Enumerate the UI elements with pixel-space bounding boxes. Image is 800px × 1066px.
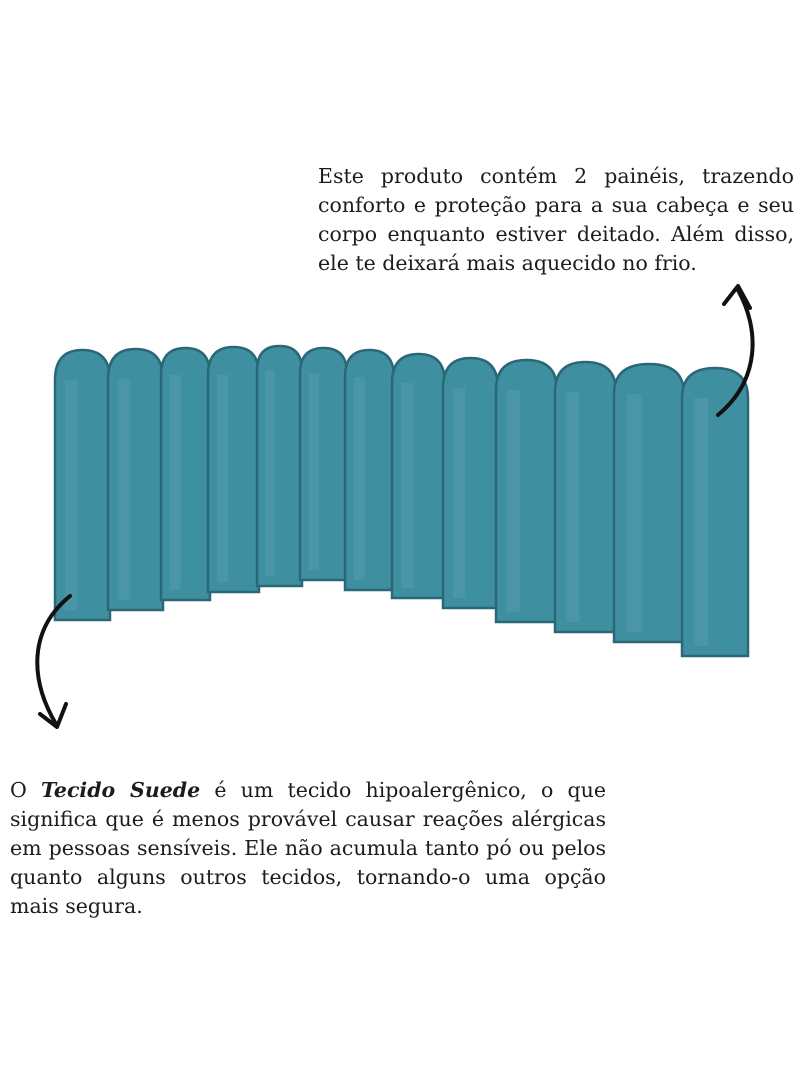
description-suffix: é um tecido hipoalergênico, o que significa que é menos provável causar reações alérgicas em pessoas sensíveis. Ele não acumula tanto pó ou pelos quanto alguns outros tecidos, tornando-o uma opção mais segura.	[10, 777, 606, 918]
fabric-name: Tecido Suede	[41, 777, 201, 802]
product-description-bottom	[10, 776, 606, 921]
description-prefix: O	[10, 777, 41, 802]
product-description-top: Este produto contém 2 painéis, trazendo conforto e proteção para a sua cabeça e seu corpo enquanto estiver deitado. Além disso, ele te deixará mais aquecido no frio.	[318, 163, 794, 275]
